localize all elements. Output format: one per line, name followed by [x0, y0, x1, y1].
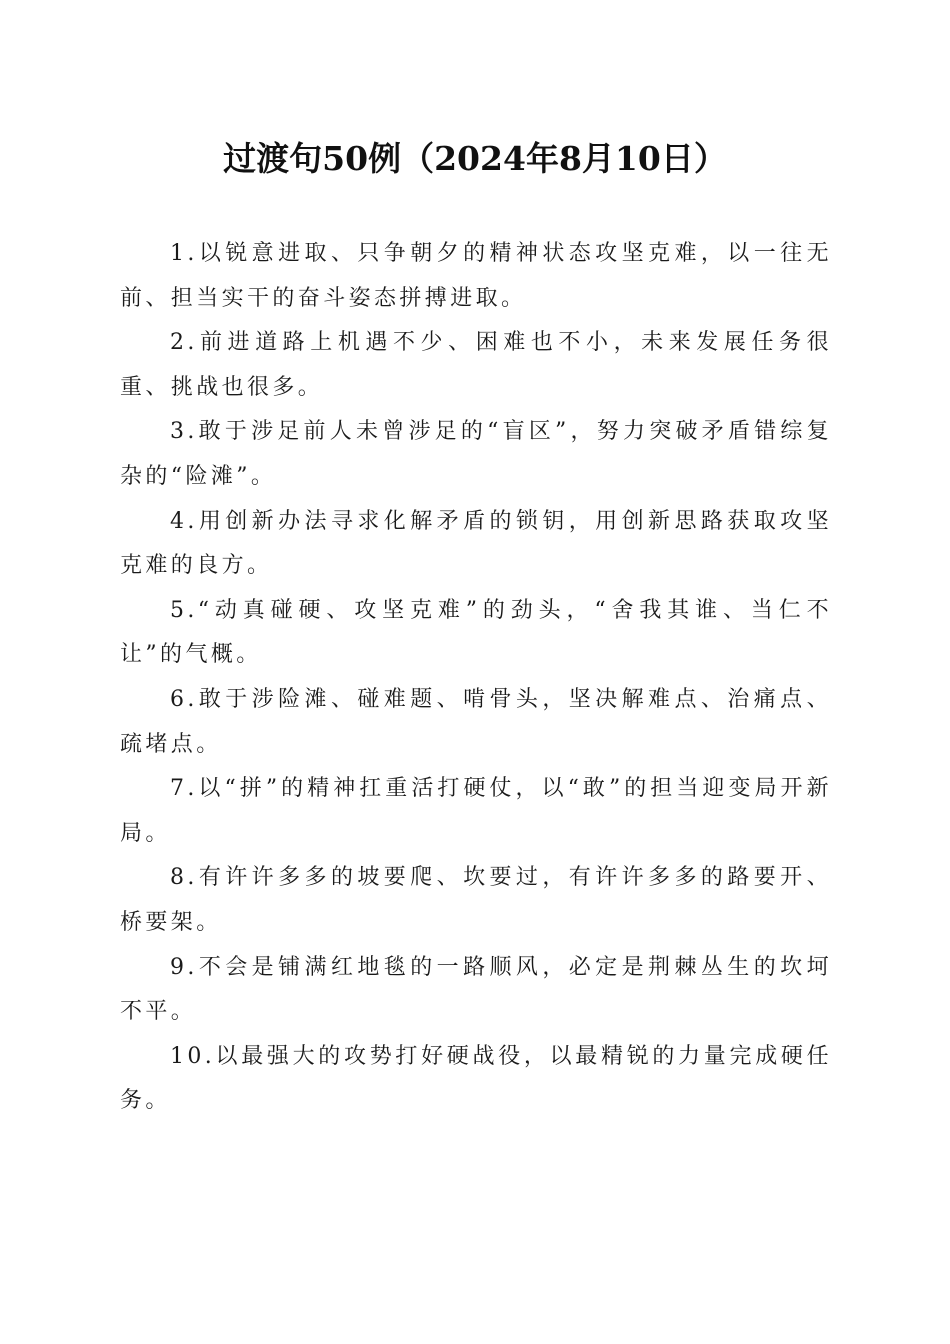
list-item: 9.不会是铺满红地毯的一路顺风，必定是荆棘丛生的坎坷不平。 — [120, 954, 832, 1025]
list-item: 4.用创新办法寻求化解矛盾的锁钥，用创新思路获取攻坚克难的良方。 — [120, 508, 832, 579]
list-item: 6.敢于涉险滩、碰难题、啃骨头，坚决解难点、治痛点、疏堵点。 — [120, 686, 832, 757]
list-item: 1.以锐意进取、只争朝夕的精神状态攻坚克难，以一往无前、担当实干的奋斗姿态拼搏进取。 — [120, 241, 832, 311]
list-item: 10.以最强大的攻势打好硬战役，以最精锐的力量完成硬任务。 — [120, 1043, 832, 1114]
list-item: 8.有许许多多的坡要爬、坎要过，有许许多多的路要开、桥要架。 — [120, 865, 832, 935]
list-item: 3.敢于涉足前人未曾涉足的“盲区”，努力突破矛盾错综复杂的“险滩”。 — [120, 419, 832, 489]
page-title: 过渡句50例（2024年8月10日） — [223, 139, 727, 178]
list-item: 5.“动真碰硬、攻坚克难”的劲头，“舍我其谁、当仁不让”的气概。 — [120, 597, 832, 668]
list-item: 7.以“拼”的精神扛重活打硬仗，以“敢”的担当迎变局开新局。 — [120, 776, 832, 846]
list-item: 2.前进道路上机遇不少、困难也不小，未来发展任务很重、挑战也很多。 — [120, 330, 832, 400]
document-body — [120, 232, 832, 1124]
